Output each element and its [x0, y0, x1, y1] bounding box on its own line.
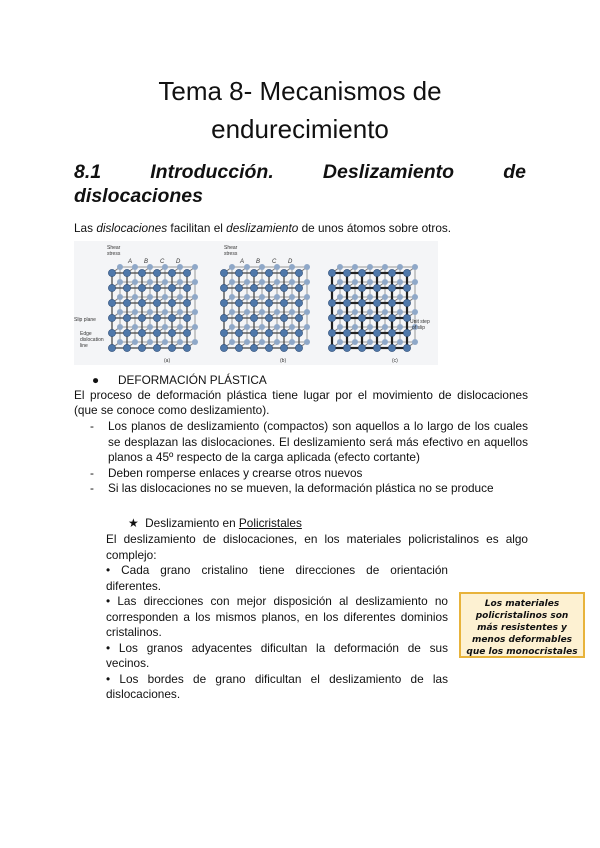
dislocation-figure [74, 241, 438, 365]
label-a1: A [128, 259, 133, 265]
title-line-2: endurecimiento [211, 114, 389, 144]
intro-text-1: Las [74, 221, 97, 235]
list-item [74, 481, 528, 497]
intro-em-deslizamiento: deslizamiento [226, 221, 299, 235]
note-box: Los materiales policristalinos son más resistentes y menos deformables que los monocristales [459, 592, 585, 658]
list-item: • Cada grano cristalino tiene direcciones de orientación diferentes. [106, 563, 448, 593]
bullet-dot: ● [92, 373, 100, 387]
label-d2: D [288, 259, 293, 265]
star-icon: ★ [128, 516, 139, 530]
label-b1: B [144, 259, 149, 265]
dash-marker: - [90, 419, 94, 433]
label-line: line [80, 343, 88, 349]
list-item: • Los granos adyacentes dificultan la deformación de sus vecinos. [106, 640, 448, 670]
policristales-paragraph: El deslizamiento de dislocaciones, en los materiales policristalinos es algo complejo: [106, 532, 528, 562]
label-slip-plane: Slip plane [74, 317, 96, 323]
document-title [0, 72, 600, 148]
lattice-b [220, 264, 310, 352]
list-item-text: Si las dislocaciones no se mueven, la deformación plástica no se produce [108, 481, 494, 495]
intro-em-dislocaciones: dislocaciones [96, 221, 168, 235]
plastica-paragraph: El proceso de deformación plástica tiene lugar por el movimiento de dislocaciones (que se conoce como deslizamiento). [74, 388, 528, 417]
plastica-heading-text: DEFORMACIÓN PLÁSTICA [118, 373, 267, 387]
label-stress-2: stress [224, 251, 238, 257]
label-dislocation: dislocation [80, 337, 104, 343]
policristales-heading-text: Deslizamiento en [145, 516, 239, 530]
title-line-1: Tema 8- Mecanismos de [158, 76, 442, 106]
dash-list [74, 419, 528, 497]
section-heading [74, 160, 526, 208]
intro-text-2: facilitan el [167, 221, 227, 235]
lattice-c [328, 264, 418, 352]
list-item-text: Deben romperse enlaces y crearse otros nuevos [108, 465, 363, 480]
section-word-3: de [503, 161, 526, 183]
section-line-2: dislocaciones [74, 185, 203, 207]
label-b2: B [256, 259, 261, 265]
policristales-heading [128, 516, 302, 530]
section-word-2: Deslizamiento [322, 161, 455, 183]
label-panel-b: (b) [280, 358, 287, 364]
label-shear-1: Shear [107, 245, 121, 251]
list-item: • Los bordes de grano dificultan el deslizamiento de las dislocaciones. [106, 671, 448, 701]
policristales-list [106, 563, 448, 703]
list-item: • Las direcciones con mejor disposición al deslizamiento no corresponden a los mismos planos, en los diferentes dominios cristalinos. [106, 594, 448, 639]
list-item-text: Los planos de deslizamiento (compactos) son aquellos a lo largo de los cuales se desplazan las dislocaciones. El deslizamiento será más efectivo en aquellos planos a 45º respecto de la carga aplicada (efecto cortante) [108, 419, 528, 464]
label-a2: A [240, 259, 245, 265]
section-word-1: Introducción. [150, 161, 274, 183]
label-panel-a: (a) [164, 358, 171, 364]
label-c1: C [160, 259, 165, 265]
intro-paragraph [74, 221, 534, 235]
dash-marker: - [90, 481, 94, 495]
label-edge: Edge [80, 331, 92, 337]
dislocation-lattice-image [74, 241, 438, 365]
label-unit-step: Unit step [410, 319, 430, 325]
label-panel-c: (c) [392, 358, 398, 364]
label-d1: D [176, 259, 181, 265]
dash-marker: - [90, 465, 94, 480]
label-shear-2: Shear [224, 245, 238, 251]
lattice-a [108, 264, 198, 352]
policristales-heading-underlined: Policristales [238, 516, 302, 530]
label-c2: C [272, 259, 277, 265]
section-number: 8.1 [74, 161, 102, 183]
list-item [74, 419, 528, 466]
list-item [74, 466, 528, 482]
label-of-slip: of slip [412, 325, 426, 331]
intro-text-3: de unos átomos sobre otros. [298, 221, 452, 235]
label-stress-1: stress [107, 251, 121, 257]
plastica-heading [92, 373, 267, 387]
